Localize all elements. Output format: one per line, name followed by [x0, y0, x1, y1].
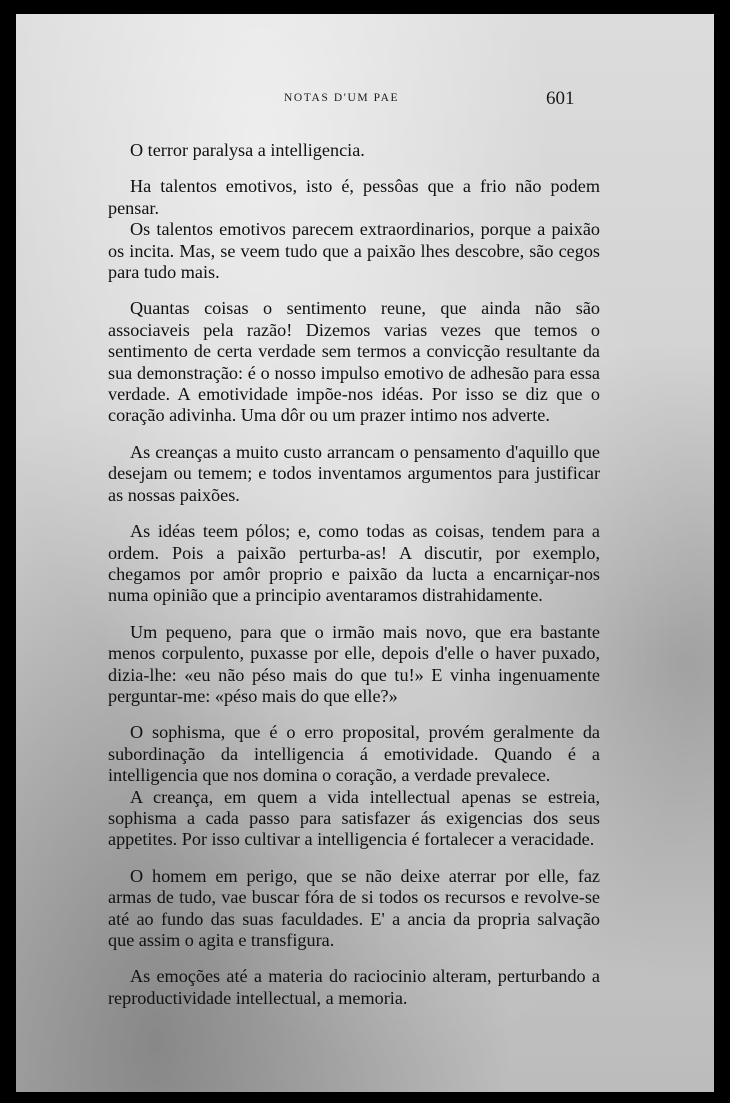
book-page	[16, 14, 714, 1092]
paragraph: O sophisma, que é o erro proposital, provém geralmente da subordinação da intelligencia á emotividade. Quando é a intelligencia que nos domina o coração, a verdade prevalece.	[108, 722, 600, 786]
paragraph: O terror paralysa a intelligencia.	[130, 140, 365, 160]
body-text	[108, 140, 600, 1009]
paragraph: A creança, em quem a vida intellectual apenas se estreia, sophisma a cada passo para satisfazer ás exigencias dos seus appetites. Por isso cultivar a intelligencia é fortalecer a veracidade.	[108, 786, 600, 850]
paragraph: Os talentos emotivos parecem extraordinarios, porque a paixão os incita. Mas, se veem tudo que a paixão lhes descobre, são cegos para tudo mais.	[108, 219, 600, 283]
page-number: 601	[546, 88, 575, 109]
paragraph: O homem em perigo, que se não deixe aterrar por elle, faz armas de tudo, vae buscar fóra de si todos os recursos e revolve-se até ao fundo das suas faculdades. E' a ancia da propria salvação que assim o agita e transfigura.	[108, 865, 600, 950]
paragraph: Um pequeno, para que o irmão mais novo, que era bastante menos corpulento, puxasse por elle, depois d'elle o haver puxado, dizia-lhe: «eu não péso mais do que tu!» E vinha ingenuamente perguntar-me: «péso mais do que elle?»	[108, 621, 600, 706]
paragraph: As creanças a muito custo arrancam o pensamento d'aquillo que desejam ou temem; e todos inventamos argumentos para justificar as nossas paixões.	[108, 441, 600, 505]
paragraph: Ha talentos emotivos, isto é, pessôas que a frio não podem pensar.	[108, 176, 600, 218]
paragraph: As idéas teem pólos; e, como todas as coisas, tendem para a ordem. Pois a paixão perturba-as! A discutir, por exemplo, chegamos por amôr proprio e paixão da lucta a encarniçar-nos numa opinião que a principio aventaramos distrahidamente.	[108, 521, 600, 606]
running-head: NOTAS D'UM PAE	[284, 92, 400, 104]
paragraph: As emoções até a materia do raciocinio alteram, perturbando a reproductividade intellectual, a memoria.	[108, 966, 600, 1008]
page-header	[16, 88, 714, 110]
paragraph: Quantas coisas o sentimento reune, que ainda não são associaveis pela razão! Dizemos varias vezes que temos o sentimento de certa verdade sem termos a convicção resultante da sua demonstração: é o nosso impulso emotivo de adhesão para essa verdade. A emotividade impõe-nos idéas. Por isso se diz que o coração adivinha. Uma dôr ou um prazer intimo nos adverte.	[108, 298, 600, 426]
